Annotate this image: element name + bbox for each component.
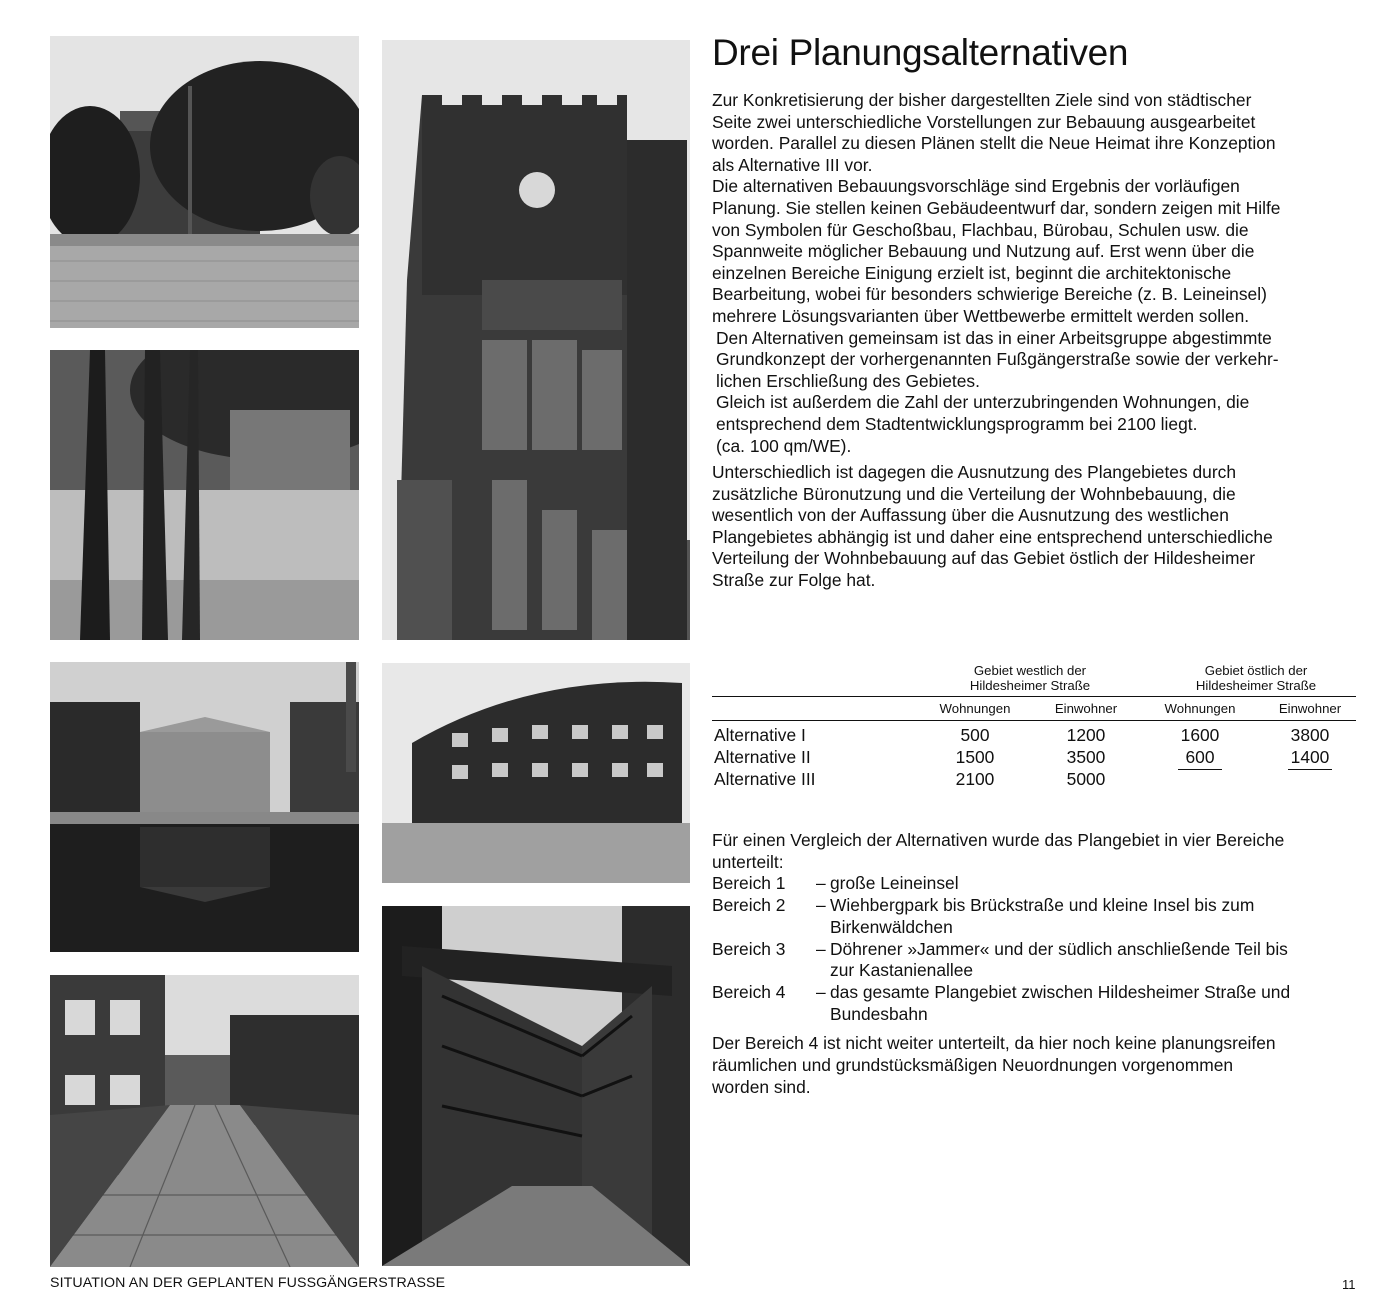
photo-factory-water [50, 662, 359, 952]
bereich-item [712, 982, 1362, 1025]
bereich-key: Bereich 2 [712, 895, 786, 916]
table-cell: 3500 [1066, 747, 1106, 767]
table-cell-empty-dash [1288, 769, 1332, 770]
bereich-key: Bereich 4 [712, 981, 786, 1002]
intro-paragraph: Den Alternativen gemeinsam ist das in einer Arbeitsgruppe abgestimmte Grundkonzept der vorhergenannten Fußgängerstraße sowie der verkehr- lichen Erschließung des Gebietes. [716, 327, 1279, 391]
page-number: 11 [1342, 1277, 1356, 1292]
bereich-description: das gesamte Plangebiet zwischen Hildesheimer Straße und Bundesbahn [830, 981, 1291, 1024]
bereiche-lead: Für einen Vergleich der Alternativen wurde das Plangebiet in vier Bereiche unterteilt: [712, 830, 1285, 872]
bereich-dash: – [816, 895, 826, 916]
intro-paragraph: Zur Konkretisierung der bisher dargestellten Ziele sind von städtischer Seite zwei unterschiedliche Vorstellungen zur Bebauung ausgearbeitet worden. Parallel zu diesen Plänen stellt die Neue Heimat ihre Konzeption als Alternative III vor. [712, 90, 1276, 175]
table-row-label: Alternative I [714, 725, 806, 745]
table-cell: 2100 [955, 769, 995, 789]
bereich-item [712, 873, 1362, 895]
bereich-description: Wiehbergpark bis Brückstraße und kleine Insel bis zum Birkenwäldchen [830, 895, 1255, 937]
photo-caption: SITUATION AN DER GEPLANTEN FUSSGÄNGERSTRASSE [50, 1275, 446, 1291]
table-row [712, 725, 1356, 747]
table-cell: 1600 [1180, 725, 1220, 745]
table-cell: 1400 [1290, 747, 1330, 767]
table-group-header-east: Gebiet östlich der Hildesheimer Straße [1195, 663, 1317, 693]
table-cell: 600 [1185, 747, 1215, 767]
intro-paragraph: Unterschiedlich ist dagegen die Ausnutzung des Plangebietes durch zusätzliche Büronutzung und die Verteilung der Wohnbebauung, die wesentlich von der Auffassung über die Ausnutzung des westlichen Plangebietes abhängig ist und daher eine entsprechend unterschiedliche Verteilung der Wohnbebauung auf das Gebiet östlich der Hildesheimer Straße zur Folge hat. [712, 462, 1273, 591]
photo-trees-meadow [50, 350, 359, 640]
intro-text [712, 90, 1362, 592]
photo-truss-bridge [382, 906, 690, 1266]
bereich-dash: – [816, 873, 826, 894]
bereich-description: Döhrener »Jammer« und der südlich anschließende Teil bis zur Kastanienallee [830, 938, 1288, 981]
bereich-dash: – [816, 938, 826, 959]
table-group-header-west: Gebiet westlich der Hildesheimer Straße [969, 663, 1091, 693]
bereich-description: große Leineinsel [830, 873, 959, 894]
photo-square-villa [50, 36, 359, 328]
table-cell-empty-dash [1178, 769, 1222, 770]
table-cell: 1500 [955, 747, 995, 767]
bereiche-text [712, 830, 1362, 1098]
intro-paragraph: Die alternativen Bebauungsvorschläge sind Ergebnis der vorläufigen Planung. Sie stellen keinen Gebäudeentwurf dar, sondern zeigen mit Hilfe von Symbolen für Geschoßbau, Flachbau, Bürobau, Schulen usw. die Spannweite möglicher Bebauung und Nutzung auf. Erst wenn über die einzelnen Bereiche Einigung erzielt ist, beginnt die architektonische Bearbeitung, wobei für besonders schwierige Bereiche (z. B. Leineinsel) mehrere Lösungsvarianten über Wettbewerbe ermittelt werden sollen. [712, 176, 1281, 326]
table-cell: 1200 [1066, 725, 1106, 745]
table-row [712, 747, 1356, 769]
table-rule [712, 720, 1356, 721]
bereich-dash: – [816, 981, 826, 1002]
table-row-label: Alternative II [714, 747, 811, 767]
table-row [712, 769, 1356, 791]
table-row-label: Alternative III [714, 769, 816, 789]
photo-clock-tower [382, 40, 690, 640]
table-cell: 500 [960, 725, 990, 745]
bereich-item [712, 939, 1362, 982]
table-subheader: Einwohner [1278, 701, 1342, 716]
page-title: Drei Planungsalternativen [712, 32, 1129, 73]
bereiche-closing: Der Bereich 4 ist nicht weiter unterteilt, da hier noch keine planungsreifen räumlichen und grundstücksmäßigen Neuordnungen vorgenommen worden sind. [712, 1033, 1276, 1097]
table-rule [712, 696, 1356, 697]
bereich-key: Bereich 3 [712, 938, 786, 959]
photo-round-building [382, 663, 690, 883]
table-subheader: Wohnungen [1164, 701, 1236, 716]
bereich-item [712, 895, 1362, 938]
table-cell: 3800 [1290, 725, 1330, 745]
bereich-key: Bereich 1 [712, 873, 786, 894]
table-subheader: Einwohner [1054, 701, 1118, 716]
photo-walkway-bridge [50, 975, 359, 1267]
table-subheader: Wohnungen [939, 701, 1011, 716]
table-cell: 5000 [1066, 769, 1106, 789]
intro-paragraph: Gleich ist außerdem die Zahl der unterzubringenden Wohnungen, die entsprechend dem Stadtentwicklungsprogramm bei 2100 liegt. (ca. 100 qm/WE). [716, 392, 1250, 456]
